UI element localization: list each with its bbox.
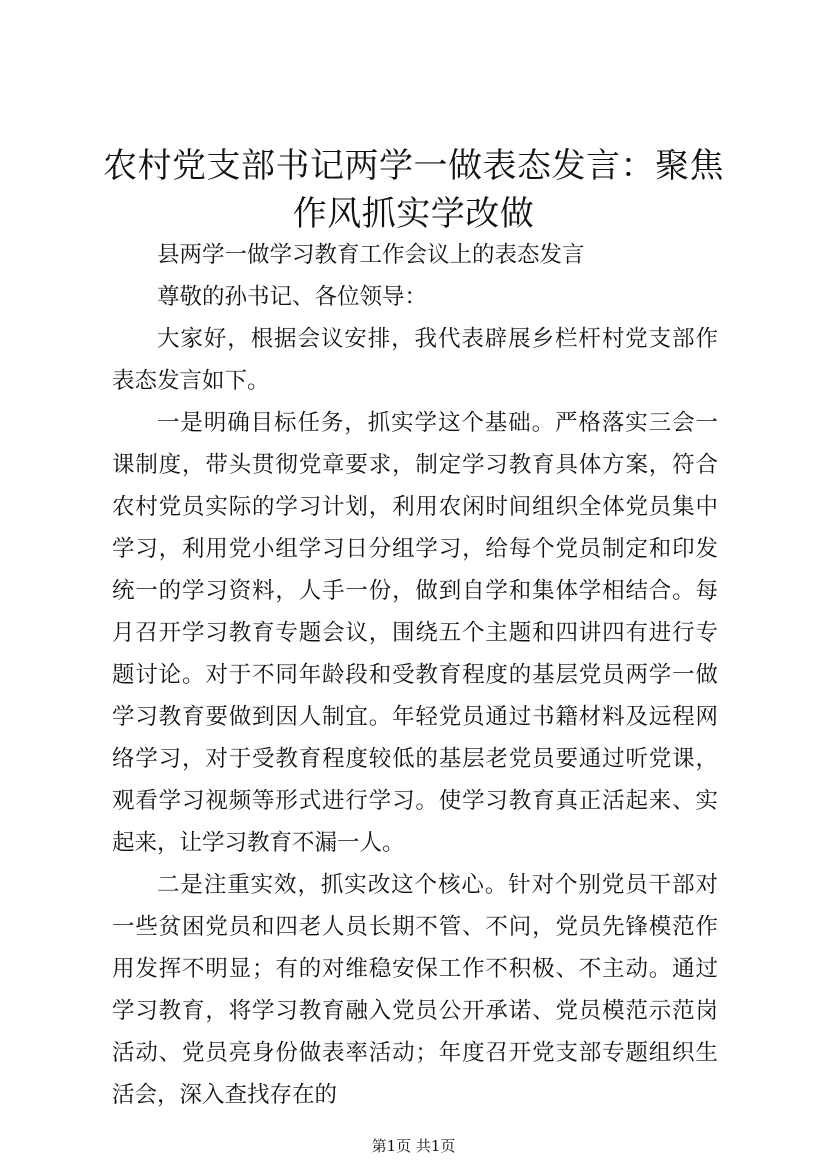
document-title: 农村党支部书记两学一做表态发言：聚焦作风抓实学改做	[103, 146, 724, 234]
document-body	[112, 234, 718, 1116]
page-number-footer: 第1页 共1页	[371, 1137, 456, 1155]
paragraph-subtitle: 县两学一做学习教育工作会议上的表态发言	[157, 242, 585, 268]
paragraph-opening: 大家好，根据会议安排，我代表辟展乡栏杆村党支部作表态发言如下。	[112, 326, 718, 394]
paragraph-salutation: 尊敬的孙书记、各位领导：	[157, 284, 428, 310]
paragraph-point-one: 一是明确目标任务，抓实学这个基础。严格落实三会一课制度，带头贯彻党章要求，制定学习教育具体方案，符合农村党员实际的学习计划，利用农闲时间组织全体党员集中学习，利用党小组学习日分组学习，给每个党员制定和印发统一的学习资料，人手一份，做到自学和集体学相结合。每月召开学习教育专题会议，围绕五个主题和四讲四有进行专题讨论。对于不同年龄段和受教育程度的基层党员两学一做学习教育要做到因人制宜。年轻党员通过书籍材料及远程网络学习，对于受教育程度较低的基层老党员要通过听党课，观看学习视频等形式进行学习。使学习教育真正活起来、实起来，让学习教育不漏一人。	[112, 410, 718, 856]
paragraph-point-two: 二是注重实效，抓实改这个核心。针对个别党员干部对一些贫困党员和四老人员长期不管、不问，党员先锋模范作用发挥不明显；有的对维稳安保工作不积极、不主动。通过学习教育，将学习教育融入党员公开承诺、党员模范示范岗活动、党员亮身份做表率活动；年度召开党支部专题组织生活会，深入查找存在的	[112, 872, 718, 1108]
